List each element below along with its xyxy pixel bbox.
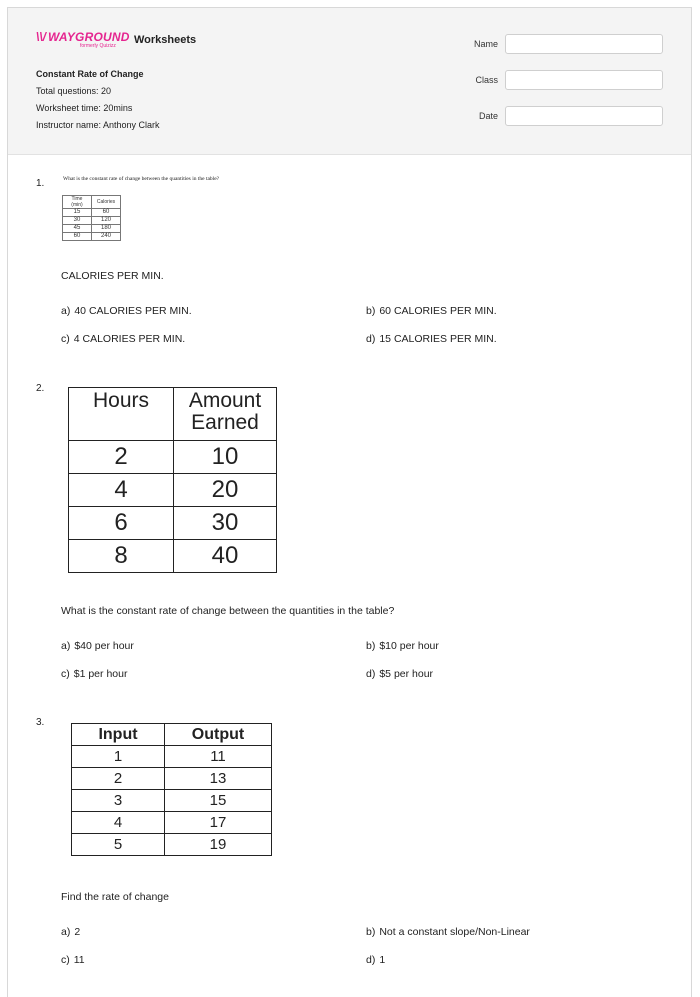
option-text: 40 CALORIES PER MIN. — [74, 305, 192, 317]
answer-option-b[interactable] — [366, 640, 439, 652]
table-row — [63, 225, 121, 233]
option-letter: b) — [366, 926, 376, 938]
option-letter: a) — [61, 305, 71, 317]
table-row — [72, 746, 272, 768]
date-label: Date — [478, 111, 498, 121]
brand-logo: WAYGROUND — [48, 30, 130, 44]
table-cell: 6 — [69, 507, 174, 540]
question-table — [62, 195, 121, 241]
worksheet-header — [8, 8, 691, 155]
option-text: $1 per hour — [73, 668, 128, 680]
option-letter: b) — [366, 640, 376, 652]
table-cell: 60 — [92, 209, 121, 217]
table-cell: 11 — [165, 746, 272, 768]
table-cell: 45 — [63, 225, 92, 233]
name-field[interactable] — [505, 34, 663, 54]
question-number: 3. — [36, 717, 45, 728]
table-header-cell: Time (min) — [63, 196, 92, 209]
option-letter: d) — [366, 954, 376, 966]
table-cell: 40 — [174, 540, 277, 573]
table-cell: 60 — [63, 233, 92, 241]
option-text: $40 per hour — [74, 640, 134, 652]
option-text: 60 CALORIES PER MIN. — [379, 305, 497, 317]
table-header-row — [63, 196, 121, 209]
table-cell: 30 — [174, 507, 277, 540]
table-header-cell: Hours — [69, 388, 174, 441]
table-cell: 15 — [63, 209, 92, 217]
brand — [36, 28, 197, 49]
option-text: 15 CALORIES PER MIN. — [379, 333, 497, 345]
answer-option-a[interactable] — [61, 305, 192, 317]
brand-product: Worksheets — [134, 34, 197, 46]
table-cell: 240 — [92, 233, 121, 241]
question-table — [71, 723, 272, 856]
total-questions: Total questions: 20 — [36, 86, 112, 96]
option-letter: c) — [61, 333, 70, 345]
instructor-name: Instructor name: Anthony Clark — [36, 120, 160, 130]
question-stem: CALORIES PER MIN. — [61, 270, 164, 282]
answer-option-b[interactable] — [366, 305, 497, 317]
table-row — [72, 768, 272, 790]
option-letter: d) — [366, 668, 376, 680]
question-number: 1. — [36, 178, 45, 189]
answer-option-c[interactable] — [61, 333, 185, 345]
table-row — [63, 209, 121, 217]
table-cell: 15 — [165, 790, 272, 812]
question-table — [68, 387, 277, 573]
table-cell: 8 — [69, 540, 174, 573]
wayground-logo-icon: \\/ — [36, 30, 47, 44]
table-cell: 4 — [69, 474, 174, 507]
table-cell: 17 — [165, 812, 272, 834]
table-cell: 4 — [72, 812, 165, 834]
answer-option-a[interactable] — [61, 926, 80, 938]
answer-option-d[interactable] — [366, 333, 497, 345]
option-text: 2 — [74, 926, 81, 938]
table-row — [72, 812, 272, 834]
table-header-row — [72, 724, 272, 746]
option-text: 4 CALORIES PER MIN. — [73, 333, 186, 345]
worksheet-meta — [36, 66, 160, 134]
table-row — [72, 790, 272, 812]
option-letter: c) — [61, 668, 70, 680]
option-letter: a) — [61, 640, 71, 652]
table-row — [69, 441, 277, 474]
worksheet-title: Constant Rate of Change — [36, 69, 144, 79]
table-cell: 19 — [165, 834, 272, 856]
answer-option-d[interactable] — [366, 954, 385, 966]
table-cell: 2 — [72, 768, 165, 790]
table-cell: 30 — [63, 217, 92, 225]
date-field[interactable] — [505, 106, 663, 126]
table-row — [69, 507, 277, 540]
table-header-cell: Calories — [92, 196, 121, 209]
worksheet-time: Worksheet time: 20mins — [36, 103, 133, 113]
question-number: 2. — [36, 383, 45, 394]
answer-option-c[interactable] — [61, 954, 85, 966]
option-letter: c) — [61, 954, 70, 966]
table-header-cell: Amount Earned — [174, 388, 277, 441]
table-cell: 3 — [72, 790, 165, 812]
class-label: Class — [475, 75, 498, 85]
table-header-cell: Output — [165, 724, 272, 746]
table-row — [69, 474, 277, 507]
option-letter: d) — [366, 333, 376, 345]
table-cell: 2 — [69, 441, 174, 474]
answer-option-d[interactable] — [366, 668, 433, 680]
option-letter: b) — [366, 305, 376, 317]
table-cell: 180 — [92, 225, 121, 233]
table-cell: 10 — [174, 441, 277, 474]
option-text: $10 per hour — [379, 640, 439, 652]
table-cell: 13 — [165, 768, 272, 790]
question-image-caption: What is the constant rate of change between the quantities in the table? — [63, 176, 220, 182]
table-cell: 20 — [174, 474, 277, 507]
option-text: 11 — [73, 954, 85, 966]
table-row — [72, 834, 272, 856]
class-field[interactable] — [505, 70, 663, 90]
brand-logo-subtitle: formerly Quizizz — [80, 43, 116, 49]
table-row — [63, 233, 121, 241]
answer-option-c[interactable] — [61, 668, 127, 680]
question-stem: What is the constant rate of change between the quantities in the table? — [61, 605, 395, 617]
worksheet-page — [7, 7, 692, 997]
table-row — [69, 540, 277, 573]
table-cell: 120 — [92, 217, 121, 225]
table-cell: 5 — [72, 834, 165, 856]
table-header-row — [69, 388, 277, 441]
option-text: Not a constant slope/Non-Linear — [379, 926, 530, 938]
option-text: $5 per hour — [379, 668, 434, 680]
name-label: Name — [473, 39, 498, 49]
table-cell: 1 — [72, 746, 165, 768]
option-text: 1 — [379, 954, 386, 966]
answer-option-b[interactable] — [366, 926, 530, 938]
option-letter: a) — [61, 926, 71, 938]
table-row — [63, 217, 121, 225]
table-header-cell: Input — [72, 724, 165, 746]
answer-option-a[interactable] — [61, 640, 134, 652]
question-stem: Find the rate of change — [61, 891, 169, 903]
